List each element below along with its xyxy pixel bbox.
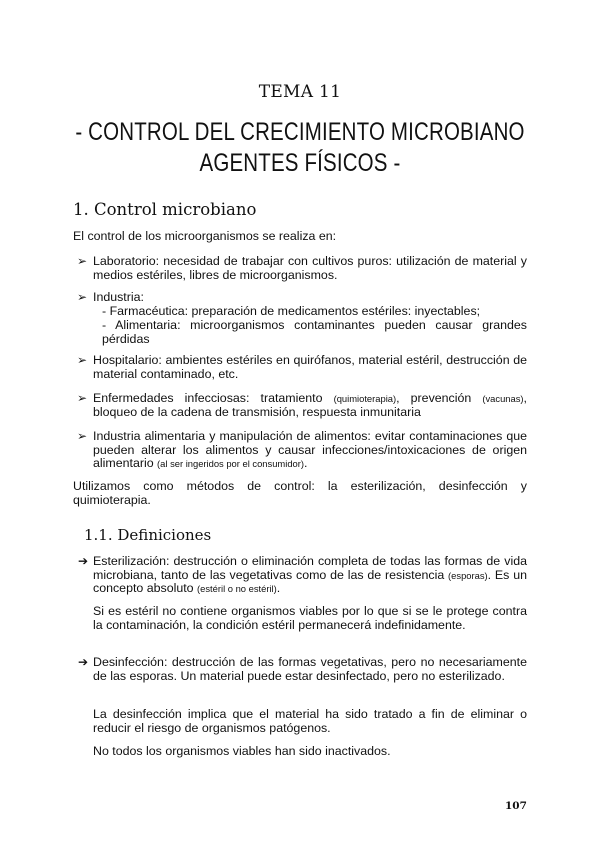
subitem-farmaceutica: - Farmacéutica: preparación de medicamentos estériles: inyectables;	[102, 304, 481, 318]
list-item-industria-alimentaria: Industria alimentaria y manipulación de alimentos: evitar contaminaciones que pueden alterar los alimentos y causar infecciones/intoxicaciones de origen alimentario (al ser ingeridos por el consumidor).	[93, 429, 527, 471]
bullet-icon: ➢	[77, 391, 88, 405]
list-item-enfermedades: Enfermedades infecciosas: tratamiento (quimioterapia), prevención (vacunas), bloqueo de la cadena de transmisión, respuesta inmunitaria	[93, 391, 527, 419]
intro-paragraph: El control de los microorganismos se realiza en:	[73, 229, 337, 243]
section-heading-1	[73, 200, 256, 219]
subitem-alimentaria: - Alimentaria: microorganismos contaminantes pueden causar grandes pérdidas	[102, 318, 527, 346]
section-title: Control microbiano	[94, 200, 257, 219]
bullet-icon: ➢	[77, 353, 88, 367]
desinfeccion-paragraph-3: No todos los organismos viables han sido inactivados.	[93, 744, 391, 758]
list-item-laboratorio: Laboratorio: necesidad de trabajar con cultivos puros: utilización de material y medios estériles, libres de microorganismos.	[93, 254, 527, 282]
arrow-icon: ➔	[78, 655, 89, 669]
closing-paragraph: Utilizamos como métodos de control: la esterilización, desinfección y quimioterapia.	[73, 479, 527, 507]
arrow-icon: ➔	[78, 554, 89, 568]
list-item-hospitalario: Hospitalario: ambientes estériles en quirófanos, material estéril, destrucción de material contaminado, etc.	[93, 353, 527, 381]
bullet-icon: ➢	[77, 254, 88, 268]
bullet-icon: ➢	[77, 290, 88, 304]
subsection-title: Definiciones	[117, 526, 212, 544]
definition-desinfeccion: Desinfección: destrucción de las formas vegetativas, pero no necesariamente de las esporas. Un material puede estar desinfectado, pero no esterilizado.	[93, 655, 527, 683]
definition-esterilizacion: Esterilización: destrucción o eliminación completa de todas las formas de vida microbiana, tanto de las vegetativas como de las de resistencia (esporas). Es un concepto absoluto (estéril o no estéril).	[93, 554, 527, 596]
tema-label: TEMA 11	[258, 82, 342, 102]
list-item-industria: Industria:	[93, 290, 144, 304]
page-title-line2: AGENTES FÍSICOS -	[199, 149, 401, 177]
subsection-number: 1.1.	[84, 526, 113, 544]
section-heading-1-1	[84, 526, 211, 544]
page-number: 107	[505, 800, 527, 812]
bullet-icon: ➢	[77, 429, 88, 443]
section-number: 1.	[73, 200, 89, 219]
esterilizacion-paragraph-2: Si es estéril no contiene organismos viables por lo que si se le protege contra la contaminación, la condición estéril permanecerá indefinidamente.	[93, 604, 527, 632]
desinfeccion-paragraph-2: La desinfección implica que el material ha sido tratado a fin de eliminar o reducir el riesgo de organismos patógenos.	[93, 707, 527, 735]
page-title-line1: - CONTROL DEL CRECIMIENTO MICROBIANO	[75, 118, 525, 146]
